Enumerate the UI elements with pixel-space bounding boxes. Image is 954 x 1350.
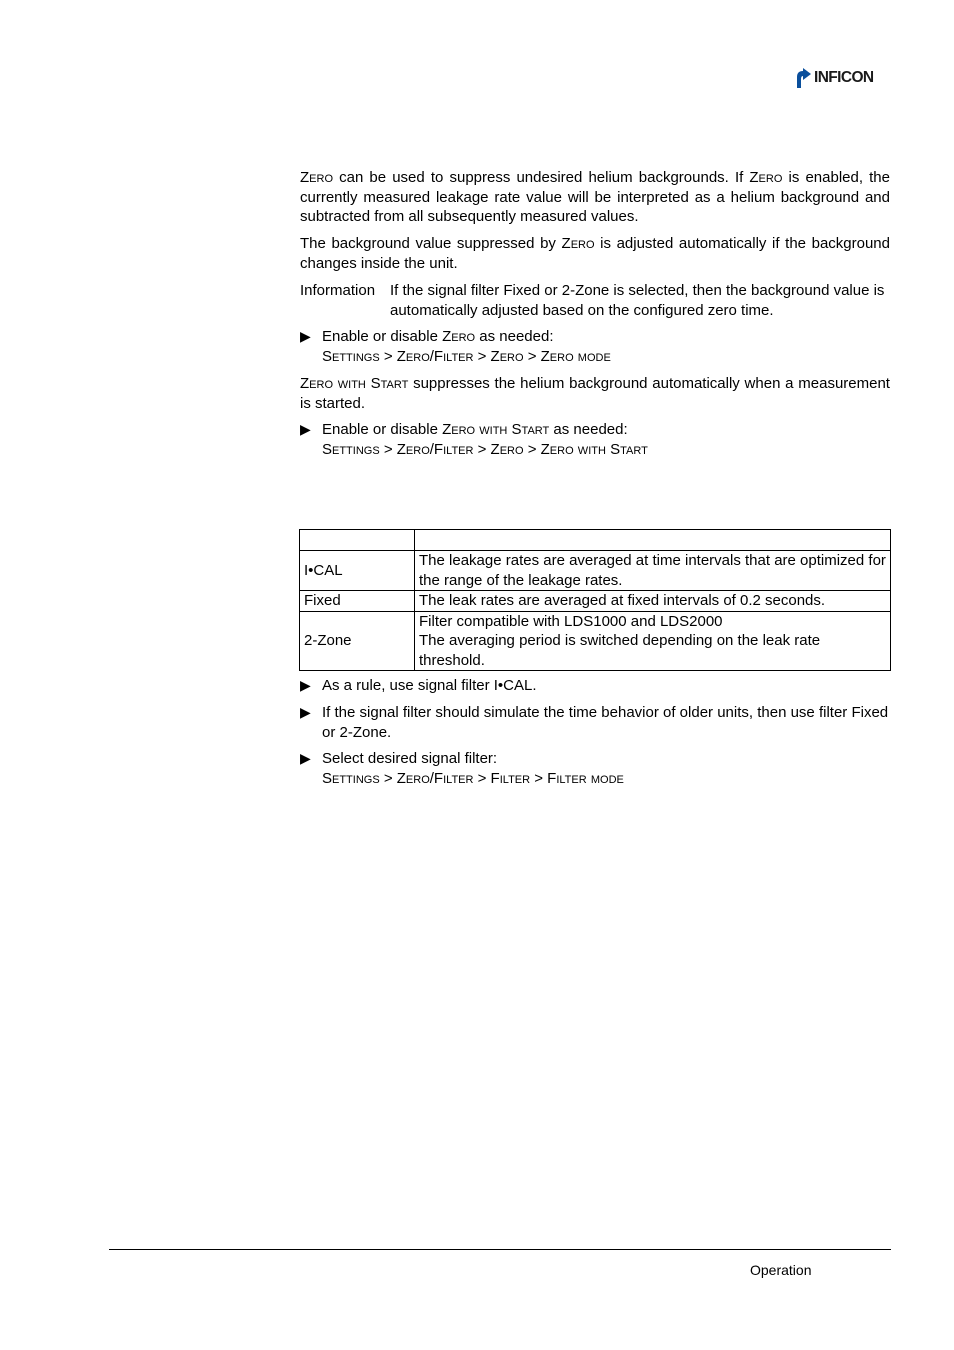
step-text-end: as needed: [549,421,628,438]
zero-term: Zero [749,169,783,186]
filter-desc-line: Filter compatible with LDS1000 and LDS2000 [419,612,723,630]
step-text: As a rule, use signal filter I•CAL. [322,677,537,694]
step-arrow-icon: ▶ [300,421,311,437]
p1-text: can be used to suppress undesired helium backgrounds. If [333,169,750,186]
filter-desc-cell: The leak rates are averaged at fixed intervals of 0.2 seconds. [415,591,891,612]
zero-with-start-term: Zero with Start [442,421,550,438]
filter-name-cell: 2-Zone [300,611,415,671]
table-row [300,551,891,591]
table-header-row [300,530,891,551]
zero-intro-paragraph [300,168,890,227]
information-text: If the signal filter Fixed or 2-Zone is selected, then the background value is automatically adjusted based on the configured zero time. [390,282,885,319]
step-enable-zero [300,327,890,366]
step-text: Enable or disable [322,328,443,345]
zero-with-start-term: Zero with Start [300,375,409,392]
step-select-filter [300,749,890,788]
step-text: Select desired signal filter: [322,750,498,767]
step-use-ical [300,676,890,696]
step-arrow-icon: ▶ [300,750,311,766]
p3-text: suppresses the helium background automatically when a measurement is started. [300,375,890,412]
information-label: Information [300,282,376,299]
zero-term: Zero [300,169,333,186]
logo-text: INFICON [814,69,874,86]
footer-section-label: Operation [750,1262,812,1278]
step-text: Enable or disable [322,421,443,438]
step-text-end: as needed: [475,328,554,345]
table-row [300,591,891,612]
zero-with-start-paragraph [300,374,890,413]
step-enable-zero-with-start [300,420,890,459]
information-note [300,281,890,320]
filter-desc-cell: The leakage rates are averaged at time intervals that are optimized for the range of the leakage rates. [415,551,891,591]
footer-divider [109,1249,891,1250]
inficon-logo-icon [795,67,813,89]
menu-path: Settings > Zero/Filter > Zero > Zero with Start [322,440,648,458]
signal-filter-table [299,529,891,671]
step-arrow-icon: ▶ [300,704,311,720]
filter-desc-line: The averaging period is switched depending on the leak rate threshold. [419,632,821,669]
table-header-cell [415,530,891,551]
inficon-logo [795,66,874,90]
p2-text-end: is adjusted automatically if the background changes inside the unit. [300,235,890,272]
table-header-cell [300,530,415,551]
table-row [300,611,891,671]
menu-path: Settings > Zero/Filter > Filter > Filter mode [322,769,624,787]
filter-name-cell: I•CAL [300,551,415,591]
step-text: If the signal filter should simulate the time behavior of older units, then use filter Fixed or 2-Zone. [322,704,889,741]
step-older-units [300,703,890,742]
background-paragraph [300,234,890,273]
filter-name-cell: Fixed [300,591,415,612]
p2-text: The background value suppressed by [300,235,562,252]
filter-desc-cell [415,611,891,671]
menu-path: Settings > Zero/Filter > Zero > Zero mode [322,347,611,365]
p1-text-end: is enabled, the currently measured leakage rate value will be interpreted as a helium background and subtracted from all subsequently measured values. [300,169,890,225]
step-arrow-icon: ▶ [300,328,311,344]
step-arrow-icon: ▶ [300,677,311,693]
zero-term: Zero [561,235,595,252]
zero-term: Zero [442,328,476,345]
